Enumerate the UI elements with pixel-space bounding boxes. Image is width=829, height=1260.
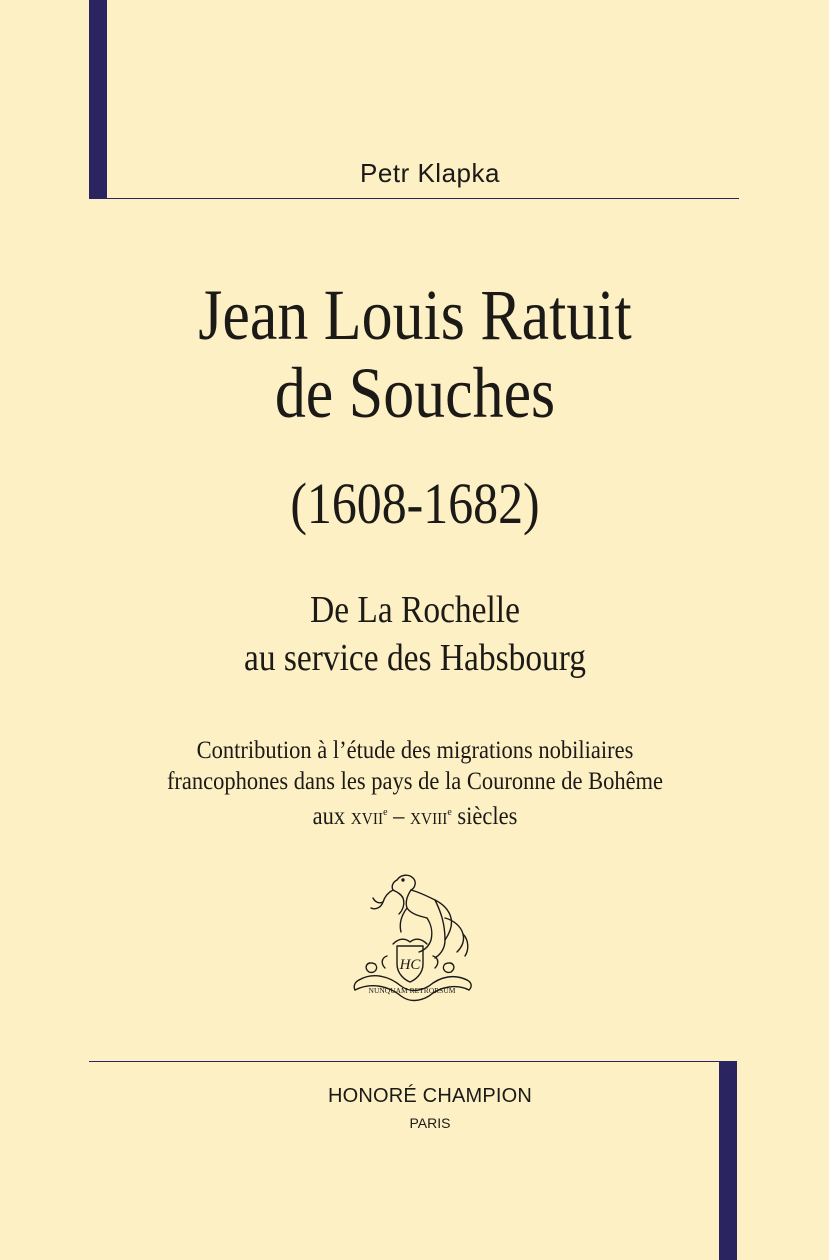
century-2-sup: e — [447, 806, 452, 818]
description-line-2: francophones dans les pays de la Couronne de Bohême — [166, 768, 664, 795]
top-accent-bar — [89, 0, 107, 199]
emblem-motto: NUNQUAM RETRORSUM — [368, 986, 456, 995]
bottom-rule — [89, 1061, 721, 1062]
subtitle-line-2: au service des Habsbourg — [243, 637, 587, 679]
century-dash: – — [393, 803, 405, 830]
top-rule — [107, 198, 739, 199]
book-dates: (1608-1682) — [290, 471, 540, 536]
book-title — [136, 276, 695, 432]
century-2: XVIII — [409, 809, 448, 828]
subtitle-line-1: De La Rochelle — [310, 589, 520, 631]
century-1: XVII — [350, 809, 384, 828]
description-line-1: Contribution à l’étude des migrations nobiliaires — [196, 737, 634, 764]
publisher-name: HONORÉ CHAMPION — [327, 1085, 533, 1107]
book-description — [123, 735, 708, 834]
publisher-city: PARIS — [409, 1115, 451, 1131]
bottom-accent-bar — [719, 1061, 737, 1260]
publisher-emblem-icon — [345, 868, 475, 1013]
century-1-sup: e — [383, 806, 388, 818]
title-line-1: Jean Louis Ratuit — [198, 275, 632, 355]
title-line-2: de Souches — [274, 353, 556, 433]
emblem-initials: HC — [399, 957, 421, 973]
book-subtitle — [129, 586, 701, 682]
author-name: Petr Klapka — [360, 158, 500, 188]
description-line-3 — [123, 797, 708, 834]
description-suffix: siècles — [457, 803, 518, 830]
description-prefix: aux — [312, 803, 346, 830]
